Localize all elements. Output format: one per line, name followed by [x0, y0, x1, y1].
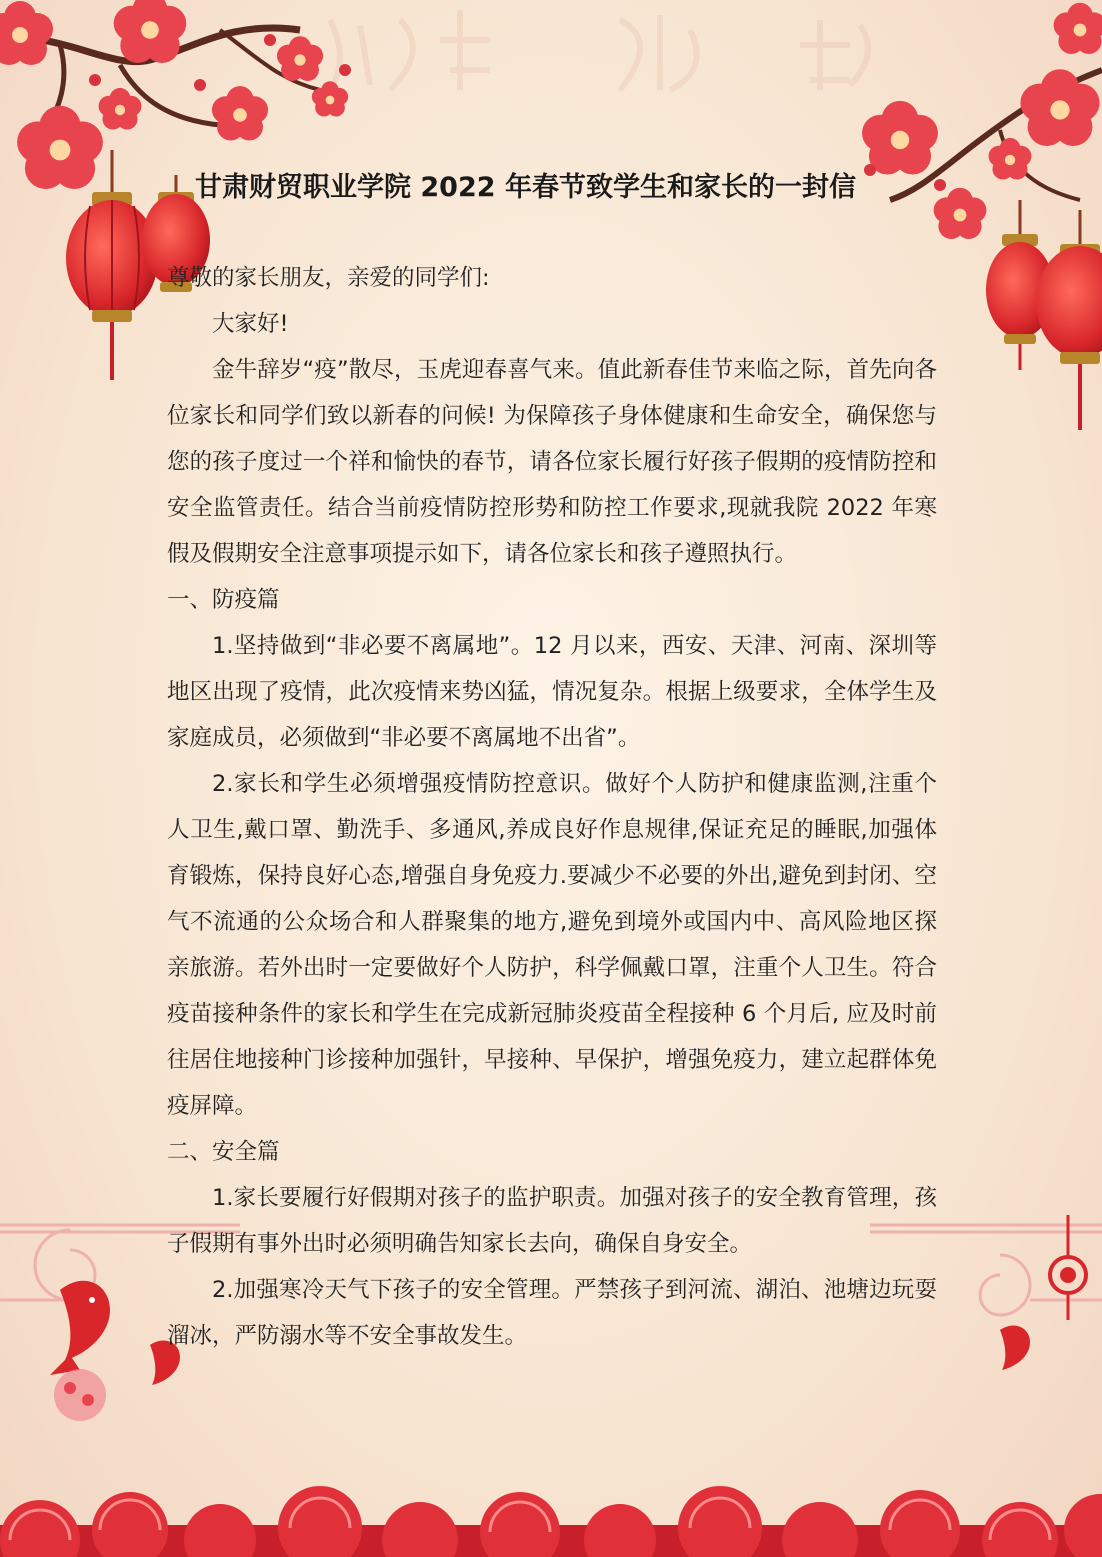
section-heading: 二、安全篇 [167, 1139, 280, 1165]
section-heading: 一、防疫篇 [167, 587, 280, 613]
letter-paragraph: 大家好! [212, 311, 289, 337]
red-lantern [986, 200, 1102, 430]
letter-paragraph: 1.家长要履行好假期对孩子的监护职责。加强对孩子的安全教育管理，孩子假期有事外出时必须明确告知家长去向，确保自身安全。 [167, 1185, 937, 1257]
letter-paragraph: 金牛辞岁“疫”散尽，玉虎迎春喜气来。值此新春佳节来临之际，首先向各位家长和同学们致以新春的问候! 为保障孩子身体健康和生命安全，确保您与您的孩子度过一个祥和愉快的春节，请各位家长履行好孩子假期的疫情防控和安全监管责任。结合当前疫情防控形势和防控工作要求,现就我院 2022 年寒假及假期安全注意事项提示如下，请各位家长和孩子遵照执行。 [167, 357, 937, 567]
letter-paragraph: 2.家长和学生必须增强疫情防控意识。做好个人防护和健康监测,注重个人卫生,戴口罩、勤洗手、多通风,养成良好作息规律,保证充足的睡眠,加强体育锻炼，保持良好心态,增强自身免疫力.要减少不必要的外出,避免到封闭、空气不流通的公众场合和人群聚集的地方,避免到境外或国内中、高风险地区探亲旅游。若外出时一定要做好个人防护，科学佩戴口罩，注重个人卫生。符合疫苗接种条件的家长和学生在完成新冠肺炎疫苗全程接种 6 个月后, 应及时前往居住地接种门诊接种加强针，早接种、早保护，增强免疫力，建立起群体免疫屏障。 [167, 771, 937, 1119]
letter-content [167, 165, 937, 1359]
letter-body [167, 301, 937, 1359]
fu-watermark [330, 10, 868, 90]
plum-blossom-branch [0, 0, 351, 189]
auspicious-cloud-border [0, 1486, 1102, 1557]
letter-paragraph: 1.坚持做到“非必要不离属地”。12 月以来，西安、天津、河南、深圳等地区出现了疫情，此次疫情来势凶猛，情况复杂。根据上级要求，全体学生及家庭成员，必须做到“非必要不离属地不出省”。 [167, 633, 937, 751]
letter-title: 甘肃财贸职业学院 2022 年春节致学生和家长的一封信 [195, 172, 856, 203]
letter-salutation: 尊敬的家长朋友，亲爱的同学们: [167, 265, 490, 291]
letter-paragraph: 2.加强寒冷天气下孩子的安全管理。严禁孩子到河流、湖泊、池塘边玩耍溜冰，严防溺水等不安全事故发生。 [167, 1277, 937, 1349]
